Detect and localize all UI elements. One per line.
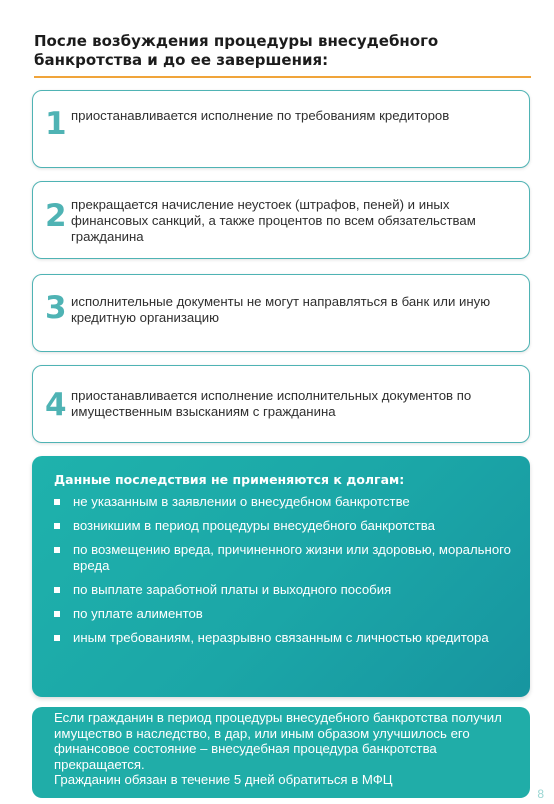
consequence-card-3 xyxy=(32,274,530,352)
card-number: 1 xyxy=(45,106,67,142)
list-item-text: иным требованиям, неразрывно связанным с личностью кредитора xyxy=(73,630,489,645)
list-item-text: возникшим в период процедуры внесудебного банкротства xyxy=(73,518,435,533)
square-bullet-icon xyxy=(54,635,60,641)
square-bullet-icon xyxy=(54,547,60,553)
square-bullet-icon xyxy=(54,523,60,529)
card-number: 3 xyxy=(45,290,67,326)
list-item-text: не указанным в заявлении о внесудебном банкротстве xyxy=(73,494,410,509)
exceptions-panel xyxy=(32,456,530,697)
list-item xyxy=(54,630,514,646)
card-number: 2 xyxy=(45,198,67,234)
consequence-card-4 xyxy=(32,365,530,443)
exceptions-list xyxy=(54,494,514,654)
list-item-text: по выплате заработной платы и выходного пособия xyxy=(73,582,392,597)
card-text: исполнительные документы не могут направляться в банк или иную кредитную организацию xyxy=(71,294,491,325)
list-item xyxy=(54,542,514,574)
consequence-card-1 xyxy=(32,90,530,168)
square-bullet-icon xyxy=(54,587,60,593)
consequence-card-2 xyxy=(32,181,530,259)
inheritance-note xyxy=(32,707,530,798)
square-bullet-icon xyxy=(54,499,60,505)
exceptions-heading: Данные последствия не применяются к долгам: xyxy=(54,472,405,487)
list-item-text: по возмещению вреда, причиненного жизни или здоровью, морального вреда xyxy=(73,542,512,573)
note-text: Если гражданин в период процедуры внесудебного банкротства получил имущество в наследство, в дар, или иным образом улучшилось его финансовое состояние – внесудебная процедура банкротства прекращается. xyxy=(54,710,502,772)
card-text: приостанавливается исполнение исполнительных документов по имущественным взысканиям с гражданина xyxy=(71,388,472,419)
square-bullet-icon xyxy=(54,611,60,617)
list-item xyxy=(54,518,514,534)
page-number: 8 xyxy=(537,787,544,801)
list-item-text: по уплате алиментов xyxy=(73,606,203,621)
card-text: прекращается начисление неустоек (штрафов, пеней) и иных финансовых санкций, а также процентов по всем обязательствам гражданина xyxy=(71,197,476,244)
card-text: приостанавливается исполнение по требованиям кредиторов xyxy=(71,108,450,123)
list-item xyxy=(54,606,514,622)
list-item xyxy=(54,494,514,510)
page-title: После возбуждения процедуры внесудебного банкротства и до ее завершения: xyxy=(34,32,439,69)
note-instruction: Гражданин обязан в течение 5 дней обратиться в МФЦ xyxy=(54,772,393,787)
title-divider xyxy=(34,76,531,78)
card-number: 4 xyxy=(45,387,67,423)
list-item xyxy=(54,582,514,598)
